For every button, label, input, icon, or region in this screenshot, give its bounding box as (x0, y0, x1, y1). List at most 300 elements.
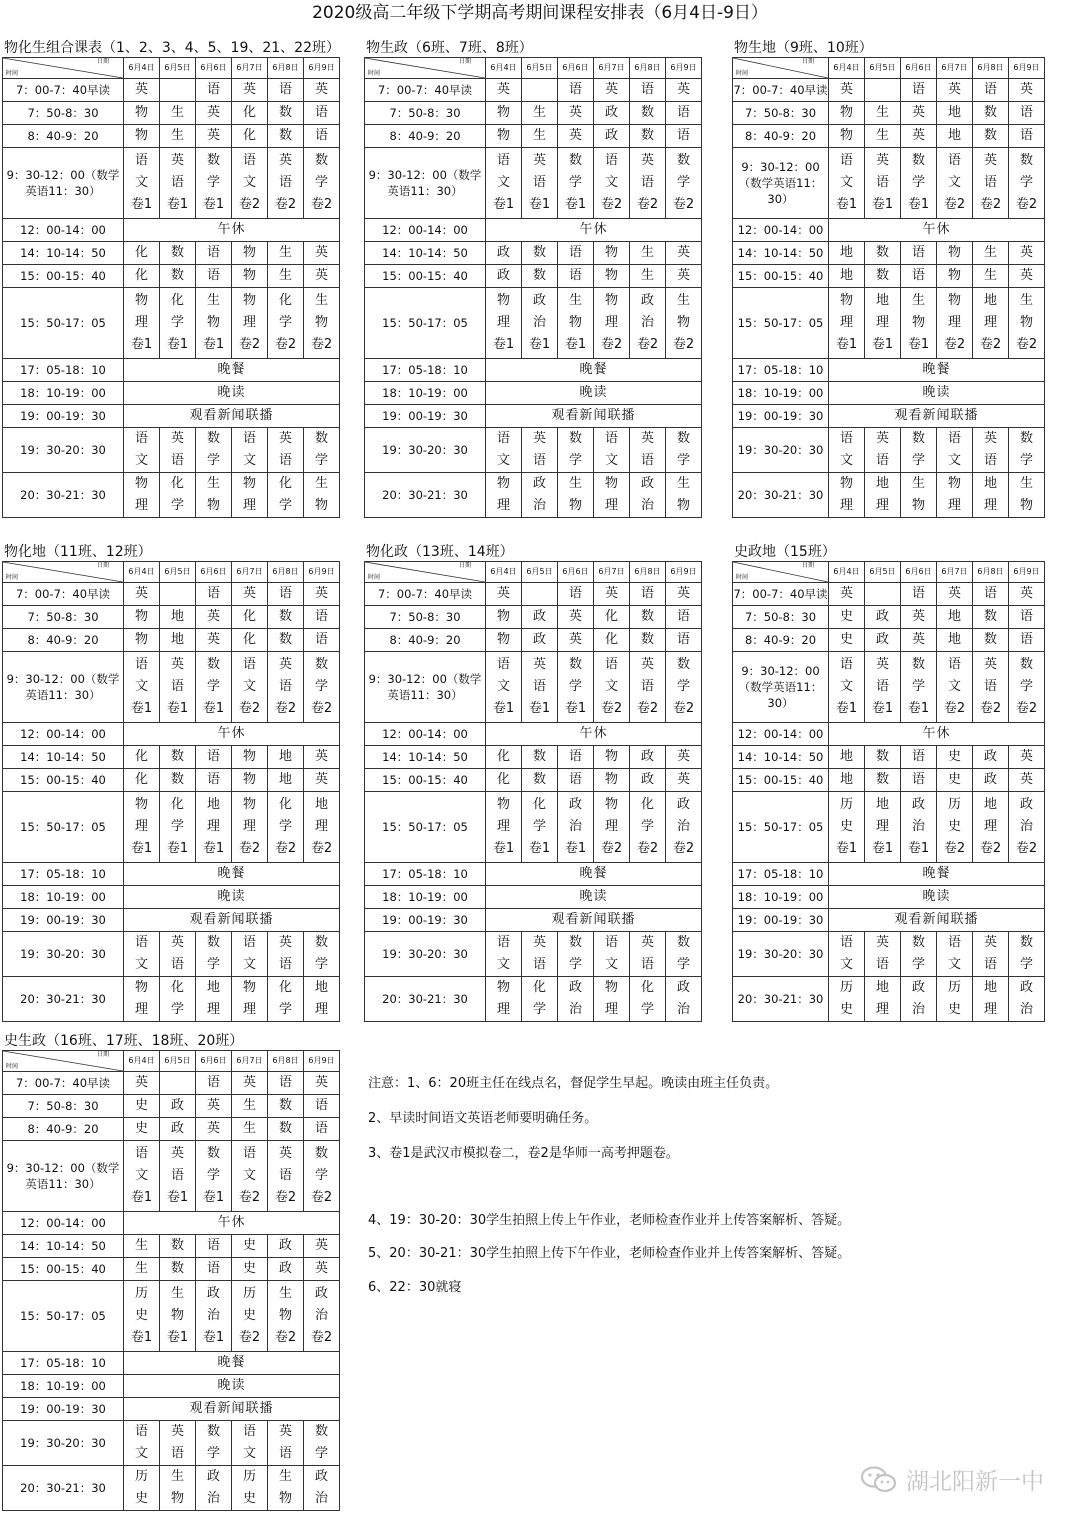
subject-cell (160, 1072, 196, 1095)
subject-cell: 物 理 (124, 977, 160, 1022)
subject-cell: 生 物 卷1 (160, 1281, 196, 1352)
subject-cell: 物 理 (486, 977, 522, 1022)
subject-cell: 语 文 卷1 (486, 148, 522, 219)
time-cell: 9：30-12：00（数学英语11：30） (3, 652, 124, 723)
span-cell-news: 观看新闻联播 (486, 909, 702, 932)
table-row (365, 219, 702, 242)
subject-cell: 语 (1009, 125, 1045, 148)
table-row (3, 723, 340, 746)
subject-cell: 物 理 (124, 473, 160, 518)
table-row (733, 629, 1045, 652)
time-cell: 19：30-20：30 (3, 932, 124, 977)
date-header: 6月7日 (232, 58, 268, 79)
table-row (733, 102, 1045, 125)
time-cell: 7：00-7：40早读 (3, 1072, 124, 1095)
subject-cell: 数 (522, 769, 558, 792)
span-cell-lunch: 午休 (124, 1212, 340, 1235)
table-row (733, 723, 1045, 746)
subject-cell: 地 理 卷1 (865, 288, 901, 359)
subject-cell: 政 治 (304, 1466, 340, 1511)
corner-time-label: 时间 (6, 70, 19, 77)
date-header: 6月9日 (666, 562, 702, 583)
subject-cell: 语 文 (124, 1421, 160, 1466)
subject-cell: 物 (124, 629, 160, 652)
subject-cell: 生 物 (666, 473, 702, 518)
subject-cell: 地 理 (973, 977, 1009, 1022)
time-cell: 7：50-8：30 (3, 1095, 124, 1118)
time-cell: 14：10-14：50 (365, 242, 486, 265)
table-row (733, 405, 1045, 428)
corner-cell (3, 562, 124, 583)
subject-cell: 物 (937, 265, 973, 288)
subject-cell: 化 学 卷1 (160, 792, 196, 863)
table-row (365, 932, 702, 977)
subject-cell: 物 (232, 746, 268, 769)
subject-cell: 史 (232, 1235, 268, 1258)
date-header: 6月4日 (829, 58, 865, 79)
date-header: 6月8日 (630, 562, 666, 583)
corner-date-label: 日期 (96, 1051, 109, 1058)
subject-cell: 数 (160, 769, 196, 792)
subject-cell: 地 理 (973, 473, 1009, 518)
subject-cell: 数 (865, 769, 901, 792)
subject-cell: 英 (304, 746, 340, 769)
span-cell-dinner: 晚餐 (124, 863, 340, 886)
table-row (3, 863, 340, 886)
time-cell: 9：30-12：00（数学英语11：30） (733, 652, 829, 723)
table-row (365, 405, 702, 428)
watermark (860, 1463, 1044, 1496)
table-row (365, 148, 702, 219)
table-row (3, 1141, 340, 1212)
time-cell: 18：10-19：00 (3, 382, 124, 405)
time-cell: 12：00-14：00 (365, 219, 486, 242)
subject-cell: 英 语 (160, 1421, 196, 1466)
subject-cell: 英 语 卷1 (865, 652, 901, 723)
time-cell: 19：30-20：30 (365, 932, 486, 977)
subject-cell: 语 (196, 769, 232, 792)
subject-cell: 语 (196, 265, 232, 288)
time-cell: 17：05-18：10 (733, 359, 829, 382)
date-header: 6月6日 (901, 58, 937, 79)
subject-cell: 英 (124, 1072, 160, 1095)
table-row (733, 219, 1045, 242)
subject-cell: 化 学 (160, 977, 196, 1022)
table-row (365, 473, 702, 518)
subject-cell: 语 文 (486, 932, 522, 977)
subject-cell: 数 学 (196, 932, 232, 977)
subject-cell: 生 物 卷1 (196, 288, 232, 359)
subject-cell: 数 学 卷2 (666, 148, 702, 219)
time-cell: 15：50-17：05 (3, 1281, 124, 1352)
subject-cell: 英 语 (865, 428, 901, 473)
table-row (733, 863, 1045, 886)
table-row (733, 428, 1045, 473)
subject-cell: 数 学 (196, 1421, 232, 1466)
subject-cell: 语 (630, 79, 666, 102)
table-row (365, 583, 702, 606)
schedule-title: 史政地（15班） (734, 544, 836, 560)
subject-cell: 语 (1009, 629, 1045, 652)
subject-cell: 物 (486, 125, 522, 148)
subject-cell: 生 物 (268, 1466, 304, 1511)
subject-cell: 英 语 卷2 (268, 148, 304, 219)
subject-cell: 化 学 (268, 473, 304, 518)
table-row (3, 102, 340, 125)
table-row (733, 977, 1045, 1022)
subject-cell: 生 (522, 102, 558, 125)
span-cell-evening-read: 晚读 (486, 886, 702, 909)
corner-cell (3, 1051, 124, 1072)
time-cell: 8：40-9：20 (365, 125, 486, 148)
schedule-title: 史生政（16班、17班、18班、20班） (4, 1033, 244, 1049)
subject-cell: 数 学 卷2 (666, 652, 702, 723)
subject-cell: 数 学 (1009, 428, 1045, 473)
subject-cell: 生 (973, 265, 1009, 288)
note-6: 6、22：30就寝 (368, 1280, 462, 1295)
subject-cell: 地 理 卷1 (196, 792, 232, 863)
time-cell: 15：00-15：40 (733, 769, 829, 792)
subject-cell: 地 理 (304, 977, 340, 1022)
table-row (3, 1118, 340, 1141)
subject-cell: 地 (937, 125, 973, 148)
subject-cell: 语 (901, 769, 937, 792)
table-row (3, 1072, 340, 1095)
subject-cell: 史 (937, 746, 973, 769)
subject-cell: 政 治 卷2 (666, 792, 702, 863)
table-row (3, 606, 340, 629)
time-cell: 8：40-9：20 (3, 629, 124, 652)
time-cell: 8：40-9：20 (3, 125, 124, 148)
subject-cell: 政 治 (1009, 977, 1045, 1022)
time-cell: 18：10-19：00 (365, 886, 486, 909)
table-row (3, 1466, 340, 1511)
subject-cell: 语 (196, 79, 232, 102)
subject-cell: 数 学 卷2 (304, 652, 340, 723)
time-cell: 17：05-18：10 (365, 359, 486, 382)
date-header: 6月4日 (486, 58, 522, 79)
subject-cell: 语 文 卷1 (124, 652, 160, 723)
time-cell: 7：00-7：40早读 (365, 583, 486, 606)
subject-cell: 地 (937, 606, 973, 629)
subject-cell: 政 (973, 769, 1009, 792)
time-cell: 14：10-14：50 (3, 242, 124, 265)
subject-cell: 数 (630, 102, 666, 125)
subject-cell: 物 理 (486, 473, 522, 518)
subject-cell: 英 语 卷1 (160, 652, 196, 723)
subject-cell: 物 (829, 125, 865, 148)
subject-cell: 数 学 卷2 (1009, 652, 1045, 723)
schedule-table (364, 561, 702, 1022)
subject-cell: 生 (268, 265, 304, 288)
subject-cell: 地 (268, 769, 304, 792)
time-cell: 19：30-20：30 (365, 428, 486, 473)
subject-cell: 物 (232, 769, 268, 792)
span-cell-dinner: 晚餐 (486, 863, 702, 886)
time-cell: 7：00-7：40早读 (733, 583, 829, 606)
subject-cell: 语 (196, 746, 232, 769)
subject-cell: 数 学 (666, 428, 702, 473)
subject-cell: 化 (124, 746, 160, 769)
subject-cell: 物 理 (594, 977, 630, 1022)
subject-cell (160, 583, 196, 606)
date-header: 6月7日 (937, 58, 973, 79)
span-cell-evening-read: 晚读 (124, 382, 340, 405)
date-header: 6月8日 (973, 562, 1009, 583)
time-cell: 15：50-17：05 (3, 792, 124, 863)
schedule-table (732, 57, 1045, 518)
subject-cell: 化 学 (630, 977, 666, 1022)
table-row (3, 1281, 340, 1352)
subject-cell: 英 语 (160, 428, 196, 473)
table-row (733, 932, 1045, 977)
subject-cell (865, 583, 901, 606)
subject-cell: 政 (486, 265, 522, 288)
subject-cell: 生 (232, 1095, 268, 1118)
time-cell: 18：10-19：00 (3, 886, 124, 909)
subject-cell: 数 学 卷1 (196, 148, 232, 219)
time-cell: 17：05-18：10 (365, 863, 486, 886)
time-cell: 19：00-19：30 (3, 909, 124, 932)
subject-cell: 物 理 (594, 473, 630, 518)
table-row (3, 359, 340, 382)
span-cell-dinner: 晚餐 (829, 359, 1045, 382)
subject-cell: 语 (196, 1072, 232, 1095)
subject-cell: 语 (666, 606, 702, 629)
subject-cell: 化 学 (522, 977, 558, 1022)
subject-cell: 英 (196, 1095, 232, 1118)
date-header: 6月5日 (865, 562, 901, 583)
subject-cell: 生 物 (160, 1466, 196, 1511)
subject-cell: 地 (937, 102, 973, 125)
subject-cell: 生 (160, 125, 196, 148)
span-cell-news: 观看新闻联播 (486, 405, 702, 428)
table-row (365, 723, 702, 746)
subject-cell: 政 (160, 1118, 196, 1141)
subject-cell: 史 (124, 1118, 160, 1141)
corner-date-label: 日期 (96, 58, 109, 65)
subject-cell: 数 学 卷1 (901, 652, 937, 723)
subject-cell: 历 史 (124, 1466, 160, 1511)
corner-time-label: 时间 (6, 574, 19, 581)
subject-cell: 语 文 卷1 (829, 652, 865, 723)
time-cell: 19：00-19：30 (3, 1398, 124, 1421)
time-cell: 18：10-19：00 (3, 1375, 124, 1398)
subject-cell: 物 理 卷2 (594, 288, 630, 359)
subject-cell: 生 (124, 1258, 160, 1281)
subject-cell: 数 学 卷1 (196, 1141, 232, 1212)
subject-cell: 政 治 卷1 (522, 288, 558, 359)
subject-cell: 物 理 卷2 (594, 792, 630, 863)
subject-cell: 语 (901, 746, 937, 769)
subject-cell: 语 (973, 583, 1009, 606)
subject-cell: 语 (1009, 606, 1045, 629)
schedule-table (2, 561, 340, 1022)
corner-time-label: 时间 (6, 1063, 19, 1070)
table-row (733, 382, 1045, 405)
time-cell: 20：30-21：30 (365, 977, 486, 1022)
table-row (733, 359, 1045, 382)
subject-cell: 语 文 卷2 (937, 148, 973, 219)
subject-cell: 英 (1009, 583, 1045, 606)
time-cell: 19：00-19：30 (365, 405, 486, 428)
date-header: 6月8日 (630, 58, 666, 79)
subject-cell (522, 583, 558, 606)
table-row (365, 359, 702, 382)
time-cell: 14：10-14：50 (733, 746, 829, 769)
time-cell: 14：10-14：50 (3, 1235, 124, 1258)
subject-cell: 数 (865, 265, 901, 288)
time-cell: 8：40-9：20 (733, 125, 829, 148)
date-header: 6月6日 (901, 562, 937, 583)
time-cell: 19：00-19：30 (3, 405, 124, 428)
subject-cell: 物 (594, 265, 630, 288)
table-row (733, 288, 1045, 359)
subject-cell: 物 理 (829, 473, 865, 518)
date-header: 6月9日 (1009, 58, 1045, 79)
time-cell: 15：00-15：40 (365, 265, 486, 288)
schedule-title: 物化政（13班、14班） (366, 544, 514, 560)
subject-cell: 数 (865, 242, 901, 265)
subject-cell: 历 史 卷1 (124, 1281, 160, 1352)
subject-cell: 数 (268, 629, 304, 652)
date-header: 6月4日 (124, 562, 160, 583)
subject-cell: 化 (232, 102, 268, 125)
date-header: 6月4日 (829, 562, 865, 583)
subject-cell: 数 (522, 746, 558, 769)
subject-cell: 语 (196, 583, 232, 606)
subject-cell: 数 (160, 1235, 196, 1258)
table-row (365, 863, 702, 886)
subject-cell: 英 (901, 629, 937, 652)
subject-cell: 地 (829, 746, 865, 769)
subject-cell: 生 物 卷2 (304, 288, 340, 359)
subject-cell: 语 文 (232, 428, 268, 473)
time-cell: 8：40-9：20 (365, 629, 486, 652)
subject-cell: 政 (268, 1258, 304, 1281)
table-row (733, 125, 1045, 148)
time-cell: 9：30-12：00（数学英语11：30） (3, 1141, 124, 1212)
subject-cell: 化 (594, 629, 630, 652)
time-cell: 7：50-8：30 (365, 606, 486, 629)
table-row (3, 79, 340, 102)
table-row (733, 242, 1045, 265)
date-header: 6月4日 (486, 562, 522, 583)
subject-cell: 数 (865, 746, 901, 769)
schedule-title: 物生地（9班、10班） (734, 40, 873, 56)
subject-cell: 历 史 (232, 1466, 268, 1511)
subject-cell: 数 (630, 606, 666, 629)
subject-cell: 地 理 卷2 (973, 288, 1009, 359)
subject-cell: 英 (232, 79, 268, 102)
subject-cell: 政 治 卷1 (196, 1281, 232, 1352)
date-header: 6月5日 (160, 562, 196, 583)
subject-cell: 英 (558, 102, 594, 125)
subject-cell: 政 (594, 125, 630, 148)
subject-cell: 英 (1009, 265, 1045, 288)
subject-cell: 语 (558, 242, 594, 265)
subject-cell: 政 治 卷1 (558, 792, 594, 863)
note-3: 3、卷1是武汉市模拟卷二，卷2是华师一高考押题卷。 (368, 1146, 679, 1161)
span-cell-evening-read: 晚读 (124, 1375, 340, 1398)
subject-cell: 英 语 卷1 (522, 148, 558, 219)
subject-cell: 数 (522, 265, 558, 288)
subject-cell: 历 史 (829, 977, 865, 1022)
time-cell: 14：10-14：50 (3, 746, 124, 769)
subject-cell: 物 (486, 629, 522, 652)
table-row (3, 1375, 340, 1398)
subject-cell: 英 语 (268, 1421, 304, 1466)
table-row (3, 977, 340, 1022)
subject-cell: 英 (1009, 79, 1045, 102)
subject-cell: 语 文 (124, 932, 160, 977)
time-cell: 12：00-14：00 (365, 723, 486, 746)
time-cell: 19：30-20：30 (3, 428, 124, 473)
table-row (3, 583, 340, 606)
subject-cell: 语 (558, 79, 594, 102)
time-cell: 15：50-17：05 (733, 288, 829, 359)
date-header: 6月9日 (304, 58, 340, 79)
time-cell: 20：30-21：30 (733, 473, 829, 518)
subject-cell: 数 学 (558, 932, 594, 977)
subject-cell: 英 语 卷2 (973, 148, 1009, 219)
time-cell: 12：00-14：00 (3, 219, 124, 242)
subject-cell: 英 (558, 629, 594, 652)
subject-cell: 物 (594, 242, 630, 265)
subject-cell: 语 文 (124, 428, 160, 473)
subject-cell: 英 (1009, 746, 1045, 769)
time-cell: 12：00-14：00 (733, 219, 829, 242)
subject-cell: 数 学 卷2 (304, 1141, 340, 1212)
subject-cell: 化 (232, 629, 268, 652)
time-cell: 15：00-15：40 (3, 265, 124, 288)
subject-cell: 语 (268, 583, 304, 606)
date-header: 6月7日 (232, 1051, 268, 1072)
time-cell: 20：30-21：30 (3, 977, 124, 1022)
subject-cell: 物 理 卷1 (829, 288, 865, 359)
subject-cell: 政 治 (522, 473, 558, 518)
table-row (365, 125, 702, 148)
corner-cell (365, 562, 486, 583)
subject-cell: 物 (124, 102, 160, 125)
subject-cell: 政 治 (901, 977, 937, 1022)
subject-cell: 语 (196, 1258, 232, 1281)
table-row (365, 265, 702, 288)
subject-cell: 英 (901, 102, 937, 125)
subject-cell: 语 (304, 125, 340, 148)
subject-cell: 语 (630, 583, 666, 606)
table-row (3, 1398, 340, 1421)
table-row (365, 652, 702, 723)
subject-cell: 生 物 卷2 (1009, 288, 1045, 359)
date-header: 6月9日 (666, 58, 702, 79)
subject-cell: 生 物 (901, 473, 937, 518)
subject-cell: 物 (829, 102, 865, 125)
subject-cell: 地 (829, 242, 865, 265)
subject-cell: 地 理 (196, 977, 232, 1022)
table-row (733, 746, 1045, 769)
subject-cell: 史 (829, 606, 865, 629)
time-cell: 7：00-7：40早读 (365, 79, 486, 102)
subject-cell: 数 (268, 1095, 304, 1118)
subject-cell: 生 (124, 1235, 160, 1258)
subject-cell: 物 (124, 125, 160, 148)
subject-cell: 英 (937, 79, 973, 102)
time-cell: 8：40-9：20 (733, 629, 829, 652)
date-header: 6月6日 (558, 562, 594, 583)
table-row (3, 405, 340, 428)
time-cell: 14：10-14：50 (365, 746, 486, 769)
